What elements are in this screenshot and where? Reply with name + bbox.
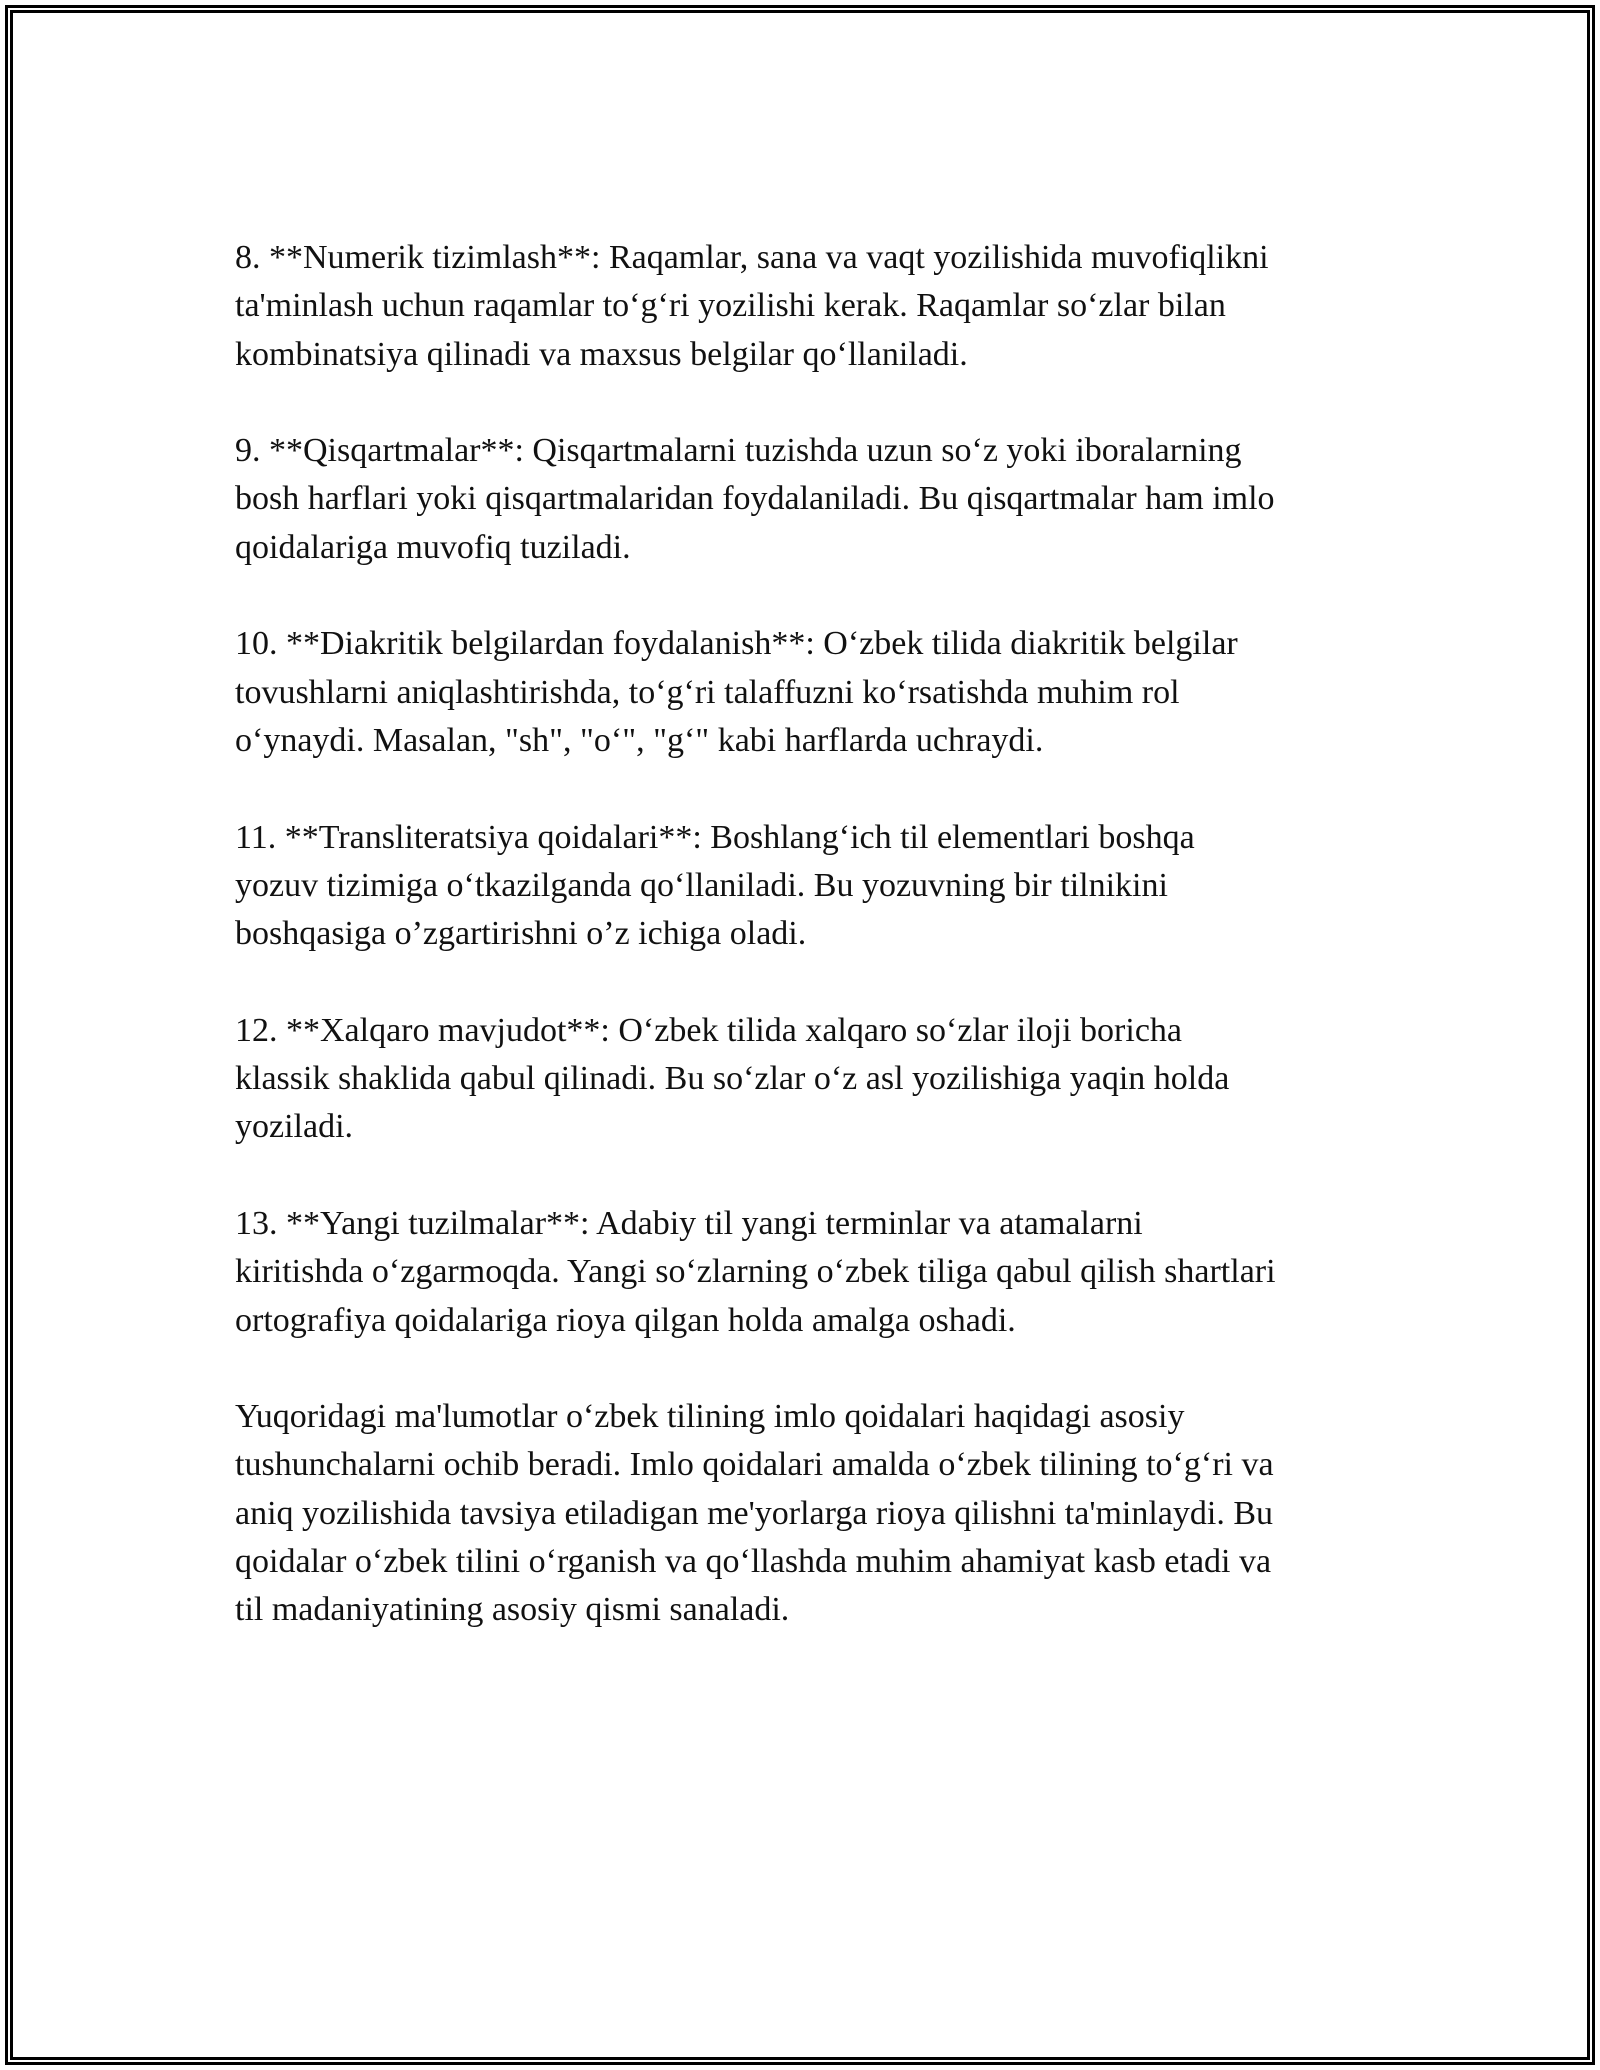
paragraph-xalqaro-mavjudot: 12. **Xalqaro mavjudot**: O‘zbek tilida xalqaro so‘zlar iloji boricha klassik shaklida qabul qilinadi. Bu so‘zlar o‘z asl yozilishiga yaqin holda yoziladi.	[235, 1011, 1230, 1146]
paragraph-yangi-tuzilmalar: 13. **Yangi tuzilmalar**: Adabiy til yangi terminlar va atamalarni kiritishda o‘zgarmoqda. Yangi so‘zlarning o‘zbek tiliga qabul qilish shartlari ortografiya qoidalariga rioya qilgan holda amalga oshadi.	[235, 1204, 1276, 1339]
paragraph-diakritik-belgilar: 10. **Diakritik belgilardan foydalanish**: O‘zbek tilida diakritik belgilar tovushlarni aniqlashtirishda, to‘g‘ri talaffuzni ko‘rsatishda muhim rol o‘ynaydi. Masalan, "sh", "o‘", "g‘" kabi harflarda uchraydi.	[235, 625, 1238, 759]
paragraph-qisqartmalar: 9. **Qisqartmalar**: Qisqartmalarni tuzishda uzun so‘z yoki iboralarning bosh harflari yoki qisqartmalaridan foydalaniladi. Bu qisqartmalar ham imlo qoidalariga muvofiq tuziladi.	[235, 432, 1275, 566]
paragraph-numerik-tizimlash: 8. **Numerik tizimlash**: Raqamlar, sana va vaqt yozilishida muvofiqlikni ta'minlash uchun raqamlar to‘g‘ri yozilishi kerak. Raqamlar so‘zlar bilan kombinatsiya qilinadi va maxsus belgilar qo‘llaniladi.	[235, 239, 1269, 373]
paragraph-conclusion: Yuqoridagi ma'lumotlar o‘zbek tilining imlo qoidalari haqidagi asosiy tushunchalarni ochib beradi. Imlo qoidalari amalda o‘zbek tilining to‘g‘ri va aniq yozilishida tavsiya etiladigan me'yorlarga rioya qilishni ta'minlaydi. Bu qoidalar o‘zbek tilini o‘rganish va qo‘llashda muhim ahamiyat kasb etadi va til madaniyatining asosiy qismi sanaladi.	[235, 1398, 1274, 1629]
paragraph-transliteratsiya: 11. **Transliteratsiya qoidalari**: Boshlang‘ich til elementlari boshqa yozuv tizimiga o‘tkazilganda qo‘llaniladi. Bu yozuvning bir tilnikini boshqasiga o’zgartirishni o’z ichiga oladi.	[235, 818, 1195, 953]
document-body	[235, 234, 1375, 1683]
